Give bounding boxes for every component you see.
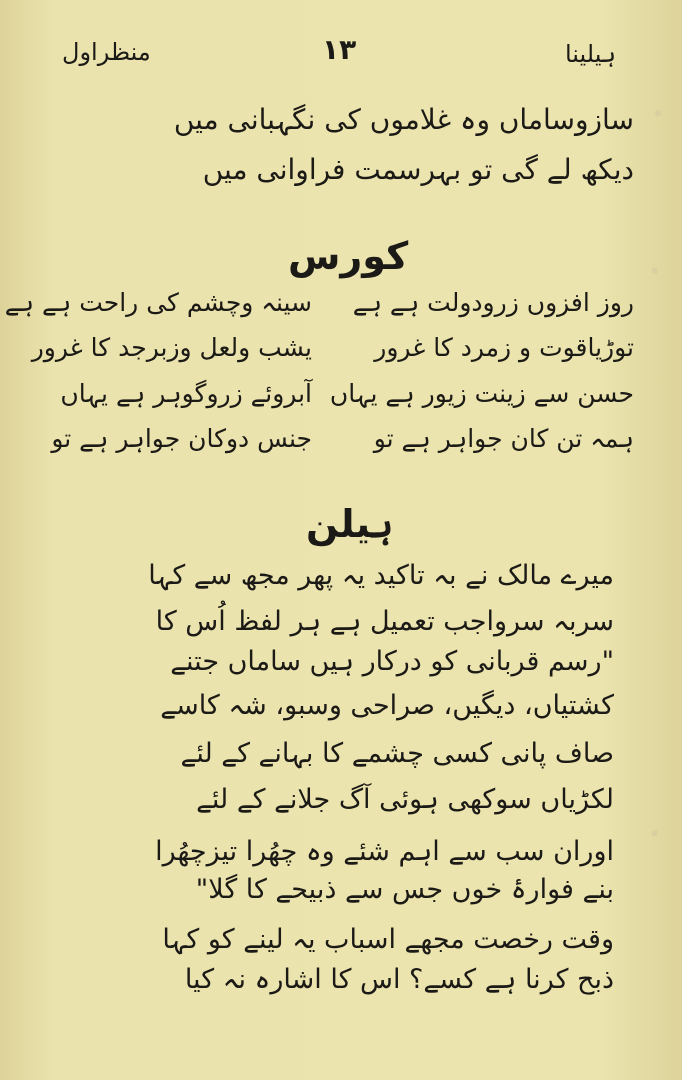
paper-spot xyxy=(652,268,658,274)
paper-spot xyxy=(652,830,658,836)
helen-line-10: ذبح کرنا ہے کسے؟ اس کا اشارہ نہ کیا xyxy=(184,964,614,995)
helen-line-1: میرے مالک نے بہ تاکید یہ پھر مجھ سے کہا xyxy=(148,560,614,591)
chorus-right-line-1: روز افزوں زرودولت ہے ہے xyxy=(352,288,634,317)
chorus-right-line-2: توڑیاقوت و زمرد کا غرور xyxy=(374,333,634,362)
helen-heading: ہیلن xyxy=(306,502,394,546)
intro-line-1: سازوساماں وہ غلاموں کی نگہبانی میں xyxy=(173,103,634,136)
header-section-title: منظراول xyxy=(62,38,151,66)
chorus-left-line-1: سینہ وچشم کی راحت ہے ہے xyxy=(4,288,312,317)
page-number: ۱۳ xyxy=(322,33,357,66)
chorus-left-line-2: یشب ولعل وزبرجد کا غرور xyxy=(31,333,312,362)
helen-line-3: "رسم قربانی کو درکار ہیں ساماں جتنے xyxy=(170,646,614,677)
helen-line-2: سربہ سرواجب تعمیل ہے ہر لفظ اُس کا xyxy=(155,606,614,637)
chorus-left-line-3: آبروئے زروگوہر ہے یہاں xyxy=(60,379,312,408)
chorus-heading: کورس xyxy=(288,234,409,278)
chorus-right-line-3: حسن سے زینت زیور ہے یہاں xyxy=(329,379,634,408)
chorus-right-line-4: ہمہ تن کان جواہر ہے تو xyxy=(373,424,634,453)
paper-spot xyxy=(655,110,661,116)
helen-line-5: صاف پانی کسی چشمے کا بہانے کے لئے xyxy=(180,738,614,769)
intro-line-2: دیکھ لے گی تو بہرسمت فراوانی میں xyxy=(202,153,634,186)
helen-line-6: لکڑیاں سوکھی ہوئی آگ جلانے کے لئے xyxy=(196,784,614,815)
helen-line-7: اوران سب سے اہم شئے وہ چھُرا تیزچھُرا xyxy=(155,836,614,867)
chorus-left-line-4: جنس دوکان جواہر ہے تو xyxy=(51,424,312,453)
helen-line-8: بنے فوارۂ خوں جس سے ذبیحے کا گلا" xyxy=(195,874,614,905)
helen-line-4: کشتیاں، دیگیں، صراحی وسبو، شہ کاسے xyxy=(160,690,614,721)
header-book-title: ہیلینا xyxy=(564,40,616,68)
helen-line-9: وقت رخصت مجھے اسباب یہ لینے کو کہا xyxy=(162,924,614,955)
